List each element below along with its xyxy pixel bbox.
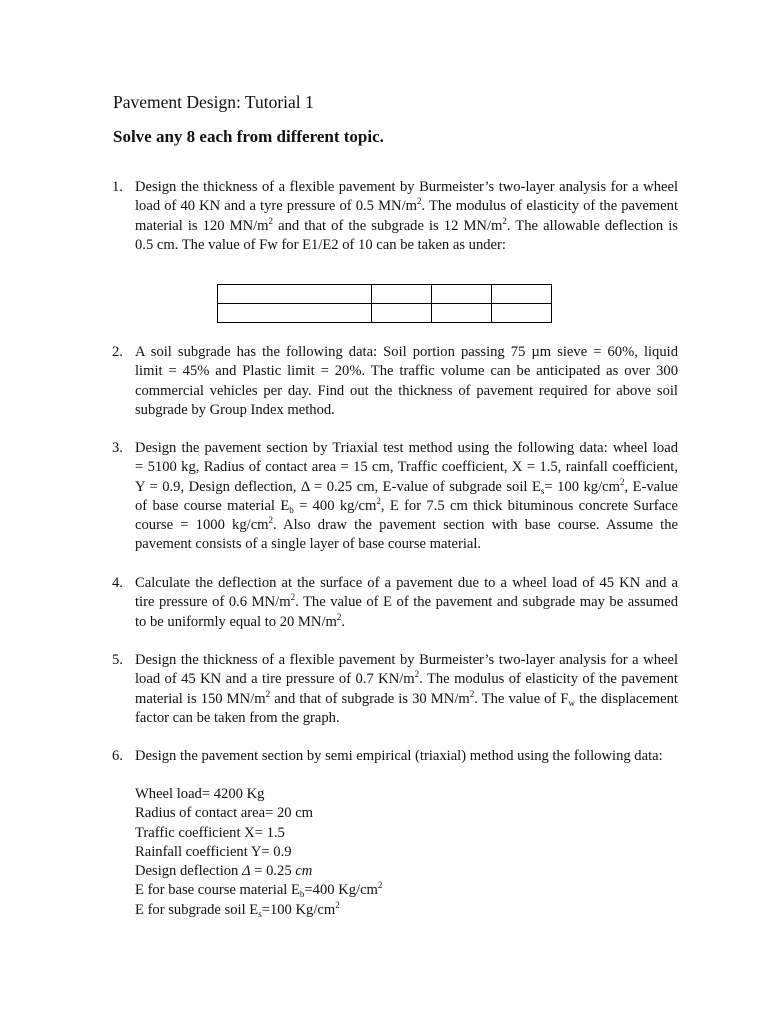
question-line: Design the pavement section by semi empirical (triaxial) method using the following data: [135,748,663,764]
question-line: course = 1000 $kg/cm^2$. Also draw the pavement section with base course. Assume the [135,515,678,534]
list-item: Traffic coefficient X= 1.5 [135,824,285,841]
question-6-data-list [135,785,382,920]
question-number: 1. [112,179,123,195]
question-line: Design the pavement section by Triaxial test method using the following data: wheel load [135,440,678,456]
question-1 [112,178,678,255]
question-2 [112,343,678,420]
question-line: pavement consists of a single layer of base course material. [135,536,482,553]
table-row [218,304,552,323]
table-row [218,285,552,304]
table-cell [432,304,492,323]
question-line: subgrade by Group Index method. [135,401,335,418]
table-cell [218,304,372,323]
page-title: Pavement Design: Tutorial 1 [113,92,314,112]
question-3 [112,439,678,555]
list-item: Wheel load= 4200 Kg [135,786,265,802]
question-line: commercial vehicles per day. Find out the thickness of pavement required for above soil [135,382,678,399]
table-cell [218,285,372,304]
list-item: Design deflection Δ = 0.25 cm [135,863,313,880]
question-line: factor can be taken from the graph. [135,709,340,726]
question-number: 3. [112,440,123,456]
question-line: Design the thickness of a flexible pavement by Burmeister’s two-layer analysis for a wheel [135,179,678,195]
table-cell [492,304,552,323]
question-line: = 5100 kg, Radius of contact area = 15 cm, Traffic coefficient, X = 1.5, rainfall coefficient, [135,459,678,476]
question-line: material is 150 $MN/m^2$ and that of subgrade is 30 $MN/m^2$. The value of $F_w$ the displacement [135,688,678,708]
question-line: load of 45 KN and a tire pressure of 0.7 $KN/m^2$. The modulus of elasticity of the pavement [135,669,678,688]
table-cell [372,285,432,304]
question-number: 5. [112,652,123,668]
table-cell [372,304,432,323]
question-line: material is 120 $MN/m^2$ and that of the subgrade is 12 $MN/m^2$. The allowable deflection is [135,215,678,234]
question-6 [112,747,678,766]
list-item: Radius of contact area= 20 cm [135,805,314,822]
list-item: E for base course material $E_b=400$ $Kg/cm^2$ [135,880,383,900]
table-cell [492,285,552,304]
list-item: Rainfall coefficient Y= 0.9 [135,843,292,860]
fw-table [217,284,552,323]
question-line: limit = 45% and Plastic limit = 20%. The traffic volume can be anticipated as over 300 [135,363,678,380]
question-line: Calculate the deflection at the surface of a pavement due to a wheel load of 45 KN and a [135,575,678,591]
question-line: Y = 0.9, Design deflection, Δ = 0.25 cm, E-value of subgrade soil $E_s= 100$ $kg/cm^2$, E-value [135,476,678,496]
question-5 [112,651,678,728]
question-4 [112,574,678,632]
question-number: 2. [112,344,123,360]
question-line: of base course material $E_b = 400$ $kg/cm^2$, E for 7.5 cm thick bituminous concrete Surface [135,495,678,515]
question-number: 6. [112,748,123,764]
table-cell [432,285,492,304]
question-line: load of 40 KN and a tyre pressure of 0.5 $MN/m^2$. The modulus of elasticity of the pavement [135,196,678,215]
question-number: 4. [112,575,123,591]
question-line: Design the thickness of a flexible pavement by Burmeister’s two-layer analysis for a wheel [135,652,678,668]
question-line: tire pressure of 0.6 $MN/m^2$. The value of E of the pavement and subgrade may be assumed [135,592,678,611]
question-line: A soil subgrade has the following data: Soil portion passing 75 µm sieve = 60%, liquid [135,344,678,360]
list-item: E for subgrade soil $E_s=100$ $Kg/cm^2$ [135,899,340,919]
question-line: 0.5 cm. The value of Fw for E1/E2 of 10 can be taken as under: [135,236,506,253]
page-subtitle: Solve any 8 each from different topic. [113,127,384,146]
question-line: to be uniformly equal to 20 $MN/m^2$. [135,611,346,630]
